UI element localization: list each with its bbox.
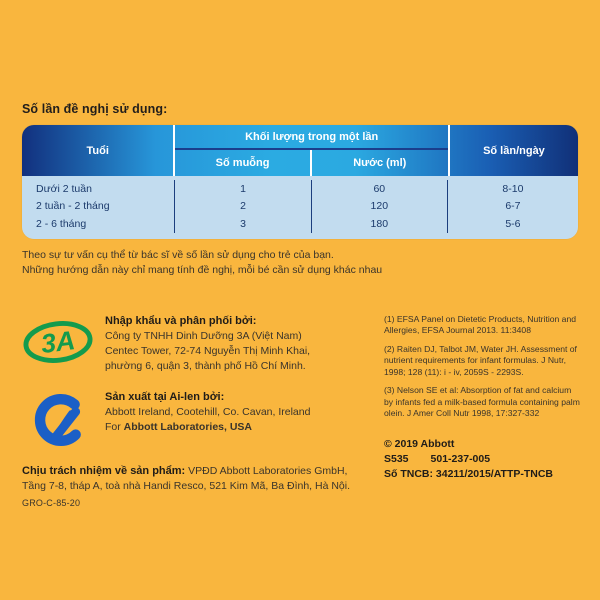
usage-note [22, 248, 578, 278]
usage-note-line1: Theo sự tư vấn cụ thể từ bác sĩ về số lần sử dụng cho trẻ của bạn. [22, 248, 334, 261]
dosage-table-body [22, 176, 578, 239]
water-cell: 60 [312, 180, 448, 198]
product-codes [384, 452, 580, 467]
water-cell: 120 [312, 198, 448, 216]
abbott-logo-icon [22, 390, 94, 448]
lower-columns [22, 314, 578, 511]
usage-heading: Số lần đề nghị sử dụng: [22, 102, 168, 116]
table-header-amount-group: Khối lượng trong một lần [175, 125, 447, 150]
copyright: © 2019 Abbott [384, 437, 455, 450]
dosage-table-header [22, 125, 578, 176]
for-prefix: For [105, 420, 124, 433]
age-cell: 2 - 6 tháng [22, 215, 175, 233]
product-code-1: S535 [384, 452, 409, 465]
distributor-line2: Centec Tower, 72-74 Nguyễn Thị Minh Khai, [105, 344, 311, 357]
table-header-scoops: Số muỗng [175, 150, 311, 176]
table-header-frequency: Số lần/ngày [448, 125, 578, 176]
svg-text:3A: 3A [39, 324, 77, 359]
distributor-section [22, 314, 382, 374]
manufacturer-section [22, 390, 382, 448]
manufacturer-line2 [105, 420, 310, 435]
dosage-table [22, 125, 578, 239]
manufacturer-line1: Abbott Ireland, Cootehill, Co. Cavan, Ireland [105, 405, 311, 418]
scoops-cell: 3 [175, 215, 311, 233]
table-header-water: Nước (ml) [353, 157, 407, 169]
distributor-line3: phường 6, quận 3, thành phố Hồ Chí Minh. [105, 359, 306, 372]
water-cell: 180 [312, 215, 448, 233]
distributor-label: Nhập khẩu và phân phối bởi: [105, 314, 257, 327]
responsibility-line2: Tầng 7-8, tháp A, toà nhà Handi Resco, 521 Kim Mã, Ba Đình, Hà Nội. [22, 479, 351, 492]
table-header-age: Tuổi [22, 125, 175, 176]
frequency-cell: 5-6 [505, 217, 521, 230]
responsibility-section [22, 464, 382, 511]
responsibility-line1 [22, 464, 382, 479]
responsibility-label: Chịu trách nhiệm về sản phẩm: [22, 464, 186, 477]
usage-note-line2: Những hướng dẫn này chỉ mang tính đề nghị, mỗi bé cần sử dụng khác nhau [22, 263, 383, 276]
reference-item-2: (2) Raiten DJ, Talbot JM, Water JH. Assessment of nutrient requirements for infant formulas. J Nutr, 1998; 128 (11): i - iv, 2059S - 2293S. [384, 343, 577, 377]
product-code-2: 501-237-005 [430, 452, 491, 465]
manufacturer-label: Sản xuất tại Ai-len bởi: [105, 390, 225, 403]
distributor-line1: Công ty TNHH Dinh Dưỡng 3A (Việt Nam) [105, 329, 302, 342]
distributor-text [105, 314, 310, 374]
reference-item-3: (3) Nelson SE et al: Absorption of fat and calcium by infants fed a milk-based formula containing palm olein. J Amer Coll Nutr 1998, 17:327-332 [384, 385, 580, 418]
for-company: Abbott Laboratories, USA [123, 420, 253, 433]
scoops-cell: 1 [175, 180, 311, 198]
company-info-column [22, 314, 382, 511]
age-cell: 2 tuần - 2 tháng [22, 198, 175, 216]
reference-item-1: (1) EFSA Panel on Dietetic Products, Nutrition and Allergies, EFSA Journal 2013. 11:3408 [384, 313, 577, 335]
age-cell: Dưới 2 tuần [22, 180, 175, 198]
gro-code: GRO-C-85-20 [22, 497, 81, 508]
tncb-number: Số TNCB: 34211/2015/ATTP-TNCB [384, 467, 554, 480]
frequency-cell: 8-10 [502, 182, 524, 195]
references-column [384, 314, 580, 511]
legal-block [384, 437, 580, 482]
frequency-cell: 6-7 [505, 200, 521, 213]
three-a-logo-icon [22, 314, 94, 374]
manufacturer-text [105, 390, 310, 448]
scoops-cell: 2 [175, 198, 311, 216]
responsibility-company: VPĐD Abbott Laboratories GmbH, [185, 464, 348, 477]
